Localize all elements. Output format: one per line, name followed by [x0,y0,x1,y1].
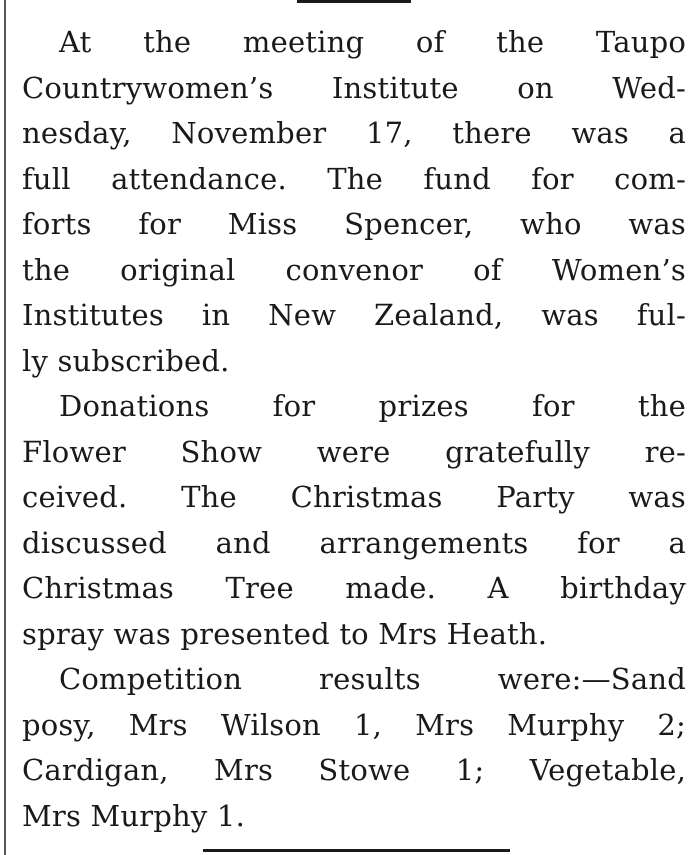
text-line: Donations for prizes for the [59,389,686,423]
paragraph-3 [22,657,686,839]
text-line: At the meeting of the Taupo [59,25,686,59]
paragraph-2 [22,384,686,657]
text-line: Mrs Murphy 1. [22,798,246,833]
text-line: full attendance. The fund for com- [22,161,686,196]
text-line: nesday, November 17, there was a [22,116,686,150]
text-line: ly subscribed. [22,343,230,378]
text-line: spray was presented to Mrs Heath. [22,616,548,651]
text-line: forts for Miss Spencer, who was [22,207,686,241]
text-line: Institutes in New Zealand, was ful- [22,298,686,332]
text-line: the original convenor of Women’s [22,252,686,287]
article-body [22,20,686,839]
top-separator-rule [297,0,411,3]
text-line: Christmas Tree made. A birthday [22,571,686,605]
text-line: Flower Show were gratefully re- [22,434,686,469]
text-line: discussed and arrangements for a [22,525,686,560]
text-line: Countrywomen’s Institute on Wed- [22,70,686,105]
bottom-separator-rule [203,849,510,852]
text-line: Cardigan, Mrs Stowe 1; Vegetable, [22,753,686,787]
text-line: posy, Mrs Wilson 1, Mrs Murphy 2; [22,707,686,742]
text-line: Competition results were:—Sand [59,662,686,696]
column-border [4,0,6,855]
paragraph-1 [22,20,686,384]
text-line: ceived. The Christmas Party was [22,480,686,514]
